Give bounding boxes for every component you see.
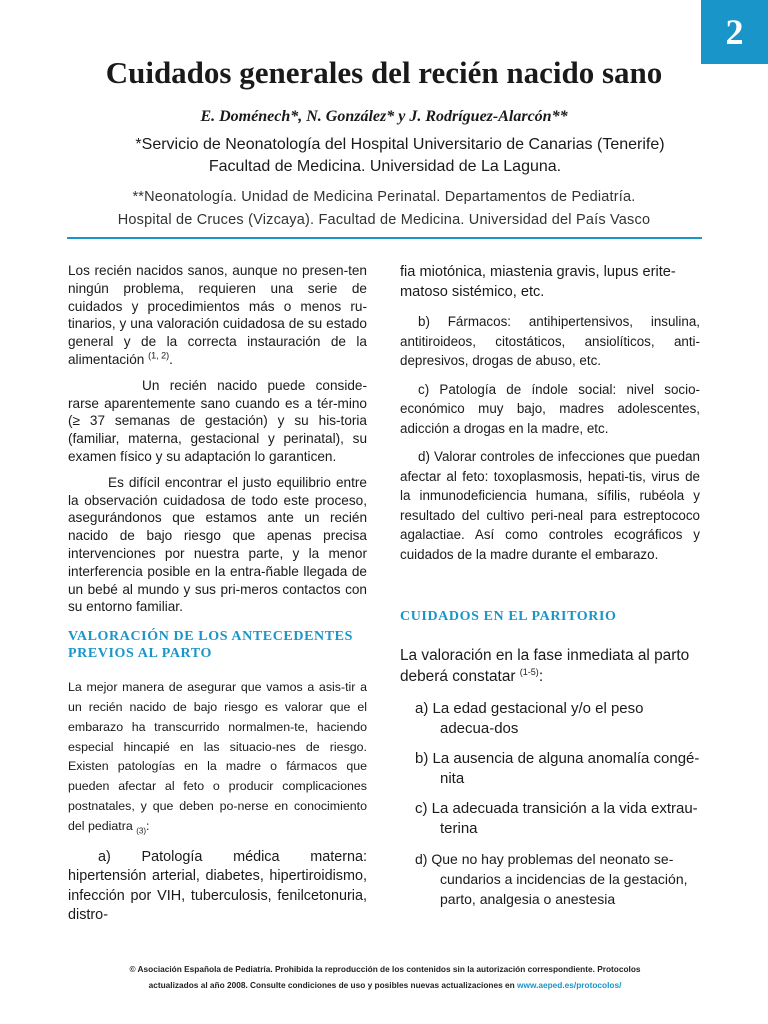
left-column	[68, 262, 367, 926]
delivery-room-lead	[400, 645, 700, 687]
social-pathology-item: c) Patología de índole social: nivel socio-económico muy bajo, madres adolescentes, adicción a drogas en la madre, etc.	[400, 381, 700, 436]
risk-assessment-text: La mejor manera de asegurar que vamos a asis-tir a un recién nacido de bajo riesgo es valorar que el embarazo ha transcurrido normalmen-te, haciendo especial hincapié en las situacio-nes de riesgo. Existen patologías en la madre o fármacos que pueden afectar al feto o producir complicaciones postnatales, y que deben po-nerse en conocimiento del pediatra	[68, 680, 367, 833]
chapter-number-badge: 2	[701, 0, 768, 64]
intro-end: .	[169, 351, 173, 367]
risk-assessment-paragraph	[68, 678, 367, 841]
maternal-pathology-continuation: fia miotónica, miastenia gravis, lupus erite-matoso sistémico, etc.	[400, 264, 676, 300]
maternal-pathology-item: a) Patología médica materna: hipertensión arterial, diabetes, hipertiroidismo, infección por VIH, tuberculosis, fenilcetonuria, distro-	[68, 848, 367, 924]
balance-paragraph: Es difícil encontrar el justo equilibrio entre la observación cuidadosa de todo este proceso, asegurándonos que estamos ante un recién nacido de bajo riesgo que apenas precisa intervenciones por nuestra parte, y la menor interferencia posible en la entra-ñable llegada de un bebé al mundo y sus pri-meros contactos con su entorno familiar.	[68, 474, 367, 615]
affiliation-secondary-line2: Hospital de Cruces (Vizcaya). Facultad de Medicina. Universidad del País Vasco	[117, 212, 651, 228]
right-column	[400, 262, 700, 909]
infection-control-item: d) Valorar controles de infecciones que puedan afectar al feto: toxoplasmosis, hepati-tis, virus de la inmunodeficiencia humana, sífilis, rubéola y resultado del cultivo peri-neal para estreptococo agalactiae. Así como controles ecográficos y cuidados de la madre durante el embarazo.	[400, 449, 700, 562]
delivery-room-lead-end: :	[538, 668, 544, 685]
section-heading-antecedentes: VALORACIÓN DE LOS ANTECEDENTES PREVIOS AL PARTO	[68, 629, 353, 662]
intro-text: Los recién nacidos sanos, aunque no presen-ten ningún problema, requieren una serie de cuidados y procedimientos más o menos ru-tinarios, y una valoración cuidadosa de su estado general y de la correcta instauración de la alimentación	[68, 263, 367, 367]
delivery-room-lead-text: La valoración en la fase inmediata al parto deberá constatar	[400, 647, 690, 685]
list-item: b) La ausencia de alguna anomalía congé-nita	[415, 750, 700, 787]
footer-line2	[80, 977, 690, 993]
risk-assessment-citation: (3)	[136, 826, 146, 836]
affiliation-primary-line2: Facultad de Medicina. Universidad de La Laguna.	[208, 158, 562, 175]
affiliation-primary-line1: *Servicio de Neonatología del Hospital Universitario de Canarias (Tenerife)	[135, 136, 665, 153]
intro-citation: (1, 2)	[148, 350, 170, 361]
authors-line: E. Doménech*, N. González* y J. Rodríguez-Alarcón**	[200, 108, 568, 125]
list-item: c) La adecuada transición a la vida extrau-terina	[415, 800, 698, 837]
copyright-footer	[80, 961, 690, 993]
affiliation-secondary	[0, 186, 768, 232]
aeped-protocols-link[interactable]: www.aeped.es/protocolos/	[517, 980, 622, 990]
section-heading-paritorio: CUIDADOS EN EL PARITORIO	[400, 609, 617, 624]
healthy-newborn-paragraph: Un recién nacido puede conside-rarse aparentemente sano cuando es a tér-mino (≥ 37 semanas de gestación) y su his-toria (familiar, materna, gestacional y perinatal), su examen físico y su adaptación lo garanticen.	[68, 377, 367, 464]
footer-line1: © Asociación Española de Pediatría. Prohibida la reproducción de los contenidos sin la autorización correspondiente. Protocolos	[129, 964, 641, 974]
intro-paragraph	[68, 262, 367, 369]
delivery-room-citation: (1-5)	[519, 666, 539, 677]
page-title: Cuidados generales del recién nacido sano	[105, 55, 663, 90]
list-item: a) La edad gestacional y/o el peso adecua-dos	[415, 700, 644, 737]
list-item: d) Que no hay problemas del neonato se-cundarios a incidencias de la gestación, parto, analgesia o anestesia	[415, 851, 688, 907]
affiliation-secondary-line1: **Neonatología. Unidad de Medicina Perinatal. Departamentos de Pediatría.	[132, 189, 636, 205]
affiliation-primary	[0, 134, 768, 178]
header-divider	[67, 237, 702, 239]
footer-line2-text: actualizados al año 2008. Consulte condiciones de uso y posibles nuevas actualizaciones en	[148, 980, 515, 990]
risk-assessment-end: :	[146, 818, 150, 833]
drugs-item: b) Fármacos: antihipertensivos, insulina, antitiroideos, citostáticos, ansiolíticos, anti-depresivos, drogas de abuso, etc.	[400, 314, 700, 368]
